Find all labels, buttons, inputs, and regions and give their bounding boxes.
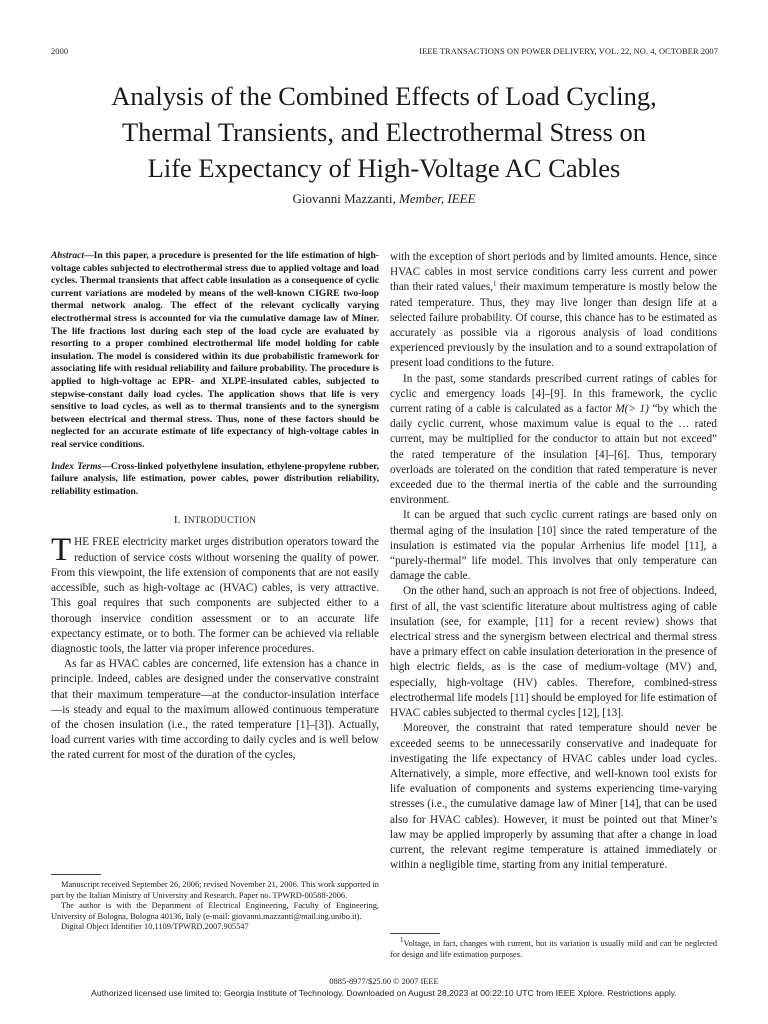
right-paragraph-5: Moreover, the constraint that rated temperature should never be exceeded seems to be unnecessarily conservative and inadequate for investigating the life expectancy of HVAC cables under load cycles. Alternatively, a simple, more effective, and well-known tool exists for life evaluation of components and systems experiencing time-varying stresses (i.e., the cumulative damage law of Miner [14], that can be used also for HVAC cables). However, it must be pointed out that Miner’s law may be applied improperly by assuming that after a change in load current, the relevant regime temperature is attained immediately or within a negligible time, starting from any initial temperature. bbox=[390, 722, 717, 872]
paper-title bbox=[30, 78, 738, 186]
right-paragraph-1 bbox=[390, 250, 717, 372]
journal-header: IEEE TRANSACTIONS ON POWER DELIVERY, VOL. 22, NO. 4, OCTOBER 2007 bbox=[419, 47, 718, 56]
footnote-1-marker: 1 bbox=[400, 936, 404, 945]
right-p1-part-b: their maximum temperature is mostly below the rated temperature. Thus, they may live longer than design life at a selected failure probability. Of course, this chance has to be estimated as accurately as possible via a rigorous analysis of load conditions experienced previously by the insulation and to a sound extrapolation of present load conditions to the future. bbox=[390, 281, 718, 370]
footnote-rule-right bbox=[390, 933, 440, 934]
intro-p1-text: electricity market urges distribution operators toward the reduction of service costs without worsening the quality of power. From this viewpoint, the life extension of components that are not easily accessible, such as high-voltage ac (HVAC) cables, is very attractive. This goal requires that such components are subjected either to a thorough inservice condition assessment or to an accurate life expectancy estimate, or to both. The former can be achieved via reliable diagnostic tools, the latter via proper inference procedures. bbox=[51, 536, 380, 655]
copyright-line: 0885-8977/$25.00 © 2007 IEEE bbox=[329, 977, 439, 986]
footnote-rule-left bbox=[51, 874, 101, 875]
author-affiliation: Member, IEEE bbox=[398, 191, 476, 206]
right-p1-part-a: with the exception of short periods and by limited amounts. Hence, since HVAC cables in most service conditions carry less current and power than their rated values, bbox=[390, 251, 717, 294]
index-terms-label: Index Terms bbox=[51, 460, 102, 472]
section-heading-introduction bbox=[51, 513, 379, 528]
right-paragraph-4: On the other hand, such an approach is not free of objections. Indeed, first of all, the vast scientific literature about multistress aging of cable insulation (see, for example, [11] for a recent review) shows that electrical stress and the synergism between electrical and thermal stress have a primary effect on cable insulation deterioration in the presence of high electric fields, as is the case of medium-voltage (MV) and, especially, high-voltage (HV) cables. Therefore, combined-stress electrothermal life models [11] should be employed for life estimation of HVAC cables subjected to thermal cycles [12], [13]. bbox=[390, 585, 717, 720]
right-column bbox=[390, 250, 717, 873]
footnote-marker: 1 bbox=[493, 279, 497, 288]
left-column bbox=[51, 250, 379, 764]
index-terms bbox=[51, 461, 379, 499]
footnote-affiliation: The author is with the Department of Electrical Engineering, Faculty of Engineering, University of Bologna, Bologna 40136, Italy (e-mail: giovanni.mazzanti@mail.ing.unibo.it). bbox=[51, 901, 379, 921]
abstract bbox=[51, 250, 379, 452]
footnote-1 bbox=[390, 938, 717, 960]
drop-cap: T bbox=[51, 532, 72, 569]
footnote-doi: Digital Object Identifier 10.1109/TPWRD.2007.905547 bbox=[61, 922, 249, 932]
intro-paragraph-2: As far as HVAC cables are concerned, life extension has a chance in principle. Indeed, cables are designed under the conservative constraint that their maximum temperature—at the conductor-insulation interface—is steady and equal to the maximum allowed continuous temperature of the chosen insulation (i.e., the rated temperature [1]–[3]). Actually, load current varies with time according to daily cycles and is well below the rated current for most of the duration of the cycles, bbox=[51, 658, 379, 762]
title-line-2: Thermal Transients, and Electrothermal Stress on bbox=[121, 117, 646, 147]
right-paragraph-2 bbox=[390, 372, 717, 509]
footnote-1-text: Voltage, in fact, changes with current, but its variation is usually mild and can be neglected for design and life estimation purposes. bbox=[390, 939, 717, 959]
abstract-label: Abstract bbox=[51, 250, 85, 261]
section-title-rest: NTRODUCTION bbox=[187, 515, 257, 526]
math-factor: M(> 1) bbox=[615, 403, 649, 416]
author-name: Giovanni Mazzanti, bbox=[292, 191, 396, 206]
footnote-manuscript: Manuscript received September 26, 2006; revised November 21, 2006. This work supported in part by the Italian Ministry of University and Research. Paper no. TPWRD-00588-2006. bbox=[51, 880, 379, 900]
intro-paragraph-1 bbox=[51, 532, 380, 657]
right-p2-part-b: “by which the daily cyclic current, whose maximum value is equal to the … rated current, may be multiplied for the conductor to attain but not exceed” the rated temperature of the insulation [4]–[6]. Thus, temporary overloads are tolerated on the condition that rated temperature is never exceeded due to the thermal inertia of the cable and the surrounding environment. bbox=[390, 403, 717, 507]
license-notice: Authorized licensed use limited to: Georgia Institute of Technology. Downloaded on August 28,2023 at 00:22:10 UTC from IEEE Xplore. Restrictions apply. bbox=[91, 988, 677, 998]
manuscript-footnotes bbox=[51, 880, 379, 933]
title-line-1: Analysis of the Combined Effects of Load Cycling, bbox=[111, 81, 657, 111]
right-paragraph-3: It can be argued that such cyclic current ratings are based only on thermal aging of the insulation [10] since the rated temperature of the insulation is estimated via the popular Arrhenius life model [11], a “purely-thermal” life model. This involves that only temperature can damage the cable. bbox=[390, 509, 717, 583]
page-number: 2000 bbox=[51, 47, 69, 56]
abstract-text: —In this paper, a procedure is presented for the life estimation of high-voltage cables subjected to electrothermal stress due to applied voltage and load cycles. Thermal transients that affect cable insulation as a consequence of cyclic current variations are modeled by means of the well-known CIGRE two-loop thermal network analog. The effect of the relevant cyclically varying electrothermal stress is accounted for via the cumulative damage law of Miner. The life fractions lost during each step of the load cycle are evaluated by resorting to a proper combined electrothermal life model holding for cable insulation. The model is considered within its due probabilistic framework for associating life with residual reliability and failure probability. The procedure is applied to high-voltage ac EPR- and XLPE-insulated cables, subjected to stepwise-constant daily load cycles. The application shows that life is very sensitive to load cycles, as well as to thermal transients and to the synergism between electrical and thermal stress. Thus, none of these factors should be neglected for an accurate estimate of life expectancy of high-voltage cables in real service conditions. bbox=[51, 250, 379, 450]
right-p2-part-a: In the past, some standards prescribed current ratings of cables for cyclic and emergency loads [4]–[9]. In this framework, the cyclic current rating of a cable is calculated as a factor bbox=[390, 372, 717, 416]
index-terms-text: —Cross-linked polyethylene insulation, ethylene-propylene rubber, failure analysis, life estimation, power cables, power distribution reliability, reliability estimation. bbox=[51, 460, 379, 497]
intro-first-word: HE FREE bbox=[74, 536, 120, 549]
author-line bbox=[0, 191, 768, 207]
voltage-footnote bbox=[390, 938, 717, 960]
title-line-3: Life Expectancy of High-Voltage AC Cables bbox=[147, 153, 621, 183]
section-number: I. bbox=[173, 514, 184, 527]
section-initial: I bbox=[183, 514, 188, 527]
